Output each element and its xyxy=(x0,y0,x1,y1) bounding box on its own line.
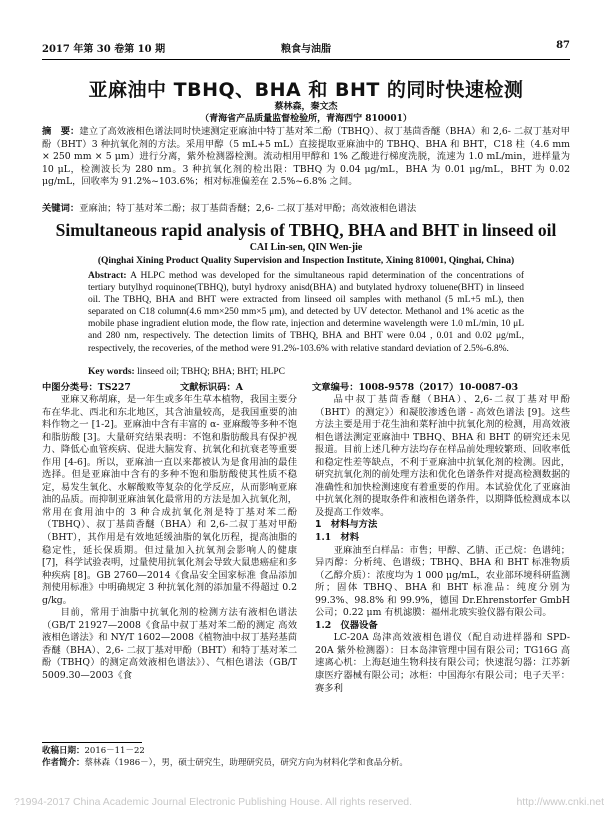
watermark-copyright: ?1994-2017 China Academic Journal Electronic Publishing House. All rights reserved. xyxy=(14,796,413,808)
watermark-url: http://www.cnki.net xyxy=(516,796,604,808)
received-value: 2016－11－22 xyxy=(84,746,145,756)
instruments-paragraph: LC-20A 岛津高效液相色谱仪（配自动进样器和 SPD-20A 紫外检测器）：日本岛津管理中国有限公司；TG16G 高速离心机：上海赵迪生物科技有限公司；快速混匀器：江苏新康医疗器械有限公司；冰柜：中国海尔有限公司；电子天平：赛多利 xyxy=(315,632,570,694)
keywords-en-text: linseed oil; TBHQ; BHA; BHT; HLPC xyxy=(134,367,285,377)
article-id-value: 1008-9578（2017）10-0087-03 xyxy=(358,382,519,393)
footnote xyxy=(42,745,570,769)
classification-line xyxy=(42,379,570,393)
affiliation-cn: （青海省产品质量监督检验所，青海西宁 810001） xyxy=(200,114,412,124)
intro-paragraph-1: 亚麻又称胡麻，是一年生或多年生草本植物，我国主要分布在华北、西北和东北地区，其含油量较高，是我国重要的油料作物之一 [1-2]。亚麻油中含有丰富的 α- 亚麻酸等多种不饱和脂肪酸 [3]。大量研究结果表明：不饱和脂肪酸具有保护视力、降低心血管疾病、促进大脑发育、抗氧化和抗衰老等重要作用 [4-6]。所以，亚麻油一直以来都被认为是食用油的最佳选择。但是亚麻油中含有的多种不饱和脂肪酸使其性质不稳定，易发生氧化、水解酸败等复杂的化学反应，从而影响亚麻油的品质。而抑制亚麻油氧化最常用的方法是加入抗氧化剂，常用在食用油中的 3 种合成抗氧化剂是特丁基对苯二酚（TBHQ）、叔丁基茴香醚（BHA）和 2,6-二叔丁基对甲酚（BHT），其作用是有效地延缓油脂的氧化历程，提高油脂的稳定性，延长保质期。但过量加入抗氧剂会影响人的健康 [7]，科学试验表明，过量使用抗氧化剂会导致大鼠患癌症和多种疾病 [8]。GB 2760—2014《食品安全国家标准 食品添加剂使用标准》中明确规定 3 种抗氧化剂的添加量不得超过 0.2 g/kg。 xyxy=(42,394,297,606)
article-id-label: 文章编号： xyxy=(312,382,359,393)
footnote-rule xyxy=(42,742,142,743)
author-bio-text: 蔡林森（1986－），男，硕士研究生，助理研究员，研究方向为材料化学和食品分析。 xyxy=(84,758,408,768)
title-en: Simultaneous rapid analysis of TBHQ, BHA and BHT in linseed oil xyxy=(55,220,557,240)
cnki-watermark xyxy=(14,796,604,808)
clc-label: 中图分类号： xyxy=(42,382,98,393)
abstract-en-label: Abstract: xyxy=(88,271,127,281)
intro-paragraph-3: 品中叔丁基茴香醚（BHA）、2,6-二叔丁基对甲酚（BHT）的测定》）和凝胶渗透色谱 - 高效色谱法 [9]。这些方法主要是用于花生油和菜籽油中抗氧化剂的检测，用高效液相色谱法测定亚麻油中 TBHQ、BHA 和 BHT 的研究还未见报道。目前上述几种方法均存在样品前处理较繁琐、回收率低和稳定性差等缺点，不利于亚麻油中抗氧化剂的检测。因此，研究抗氧化剂的前处理方法和优化色谱条件对提高检测数据的准确性和加快检测速度有着重要的作用。本试验优化了亚麻油中抗氧化剂的提取条件和液相色谱条件，以期降低检测成本以及提高工作效率。 xyxy=(315,394,570,518)
authors-en: CAI Lin-sen, QIN Wen-jie xyxy=(249,242,363,253)
page-number: 87 xyxy=(556,40,570,51)
affiliation-en: (Qinghai Xining Product Quality Supervision and Inspection Institute, Xining 810001, Qinghai, China) xyxy=(97,256,515,266)
section-heading-1-2: 1.2 仪器设备 xyxy=(315,619,378,631)
title-cn: 亚麻油中 TBHQ、BHA 和 BHT 的同时快速检测 xyxy=(88,79,524,101)
journal-issue: 2017 年第 30 卷第 10 期 xyxy=(42,44,166,55)
received-label: 收稿日期： xyxy=(42,746,85,756)
keywords-cn-label: 关键词： xyxy=(42,203,80,214)
authors-cn: 蔡林森，秦文杰 xyxy=(274,102,338,112)
section-heading-1-1: 1.1 材料 xyxy=(315,532,360,544)
body-left-column xyxy=(42,394,297,740)
intro-paragraph-2: 目前，常用于油脂中抗氧化剂的检测方法有液相色谱法（GB/T 21927—2008《食品中叔丁基对苯二酚的测定 高效液相色谱法》和 NY/T 1602—2008《植物油中叔丁基羟基茴香醚（BHA）、2,6- 二叔丁基对甲酚（BHT）和特丁基对苯二酚（TBHQ）的测定高效液相色谱法》）、气相色谱法（GB/T 5009.30—2003《食 xyxy=(42,607,297,682)
keywords-cn xyxy=(42,203,570,216)
section-heading-1: 1 材料与方法 xyxy=(315,519,378,531)
abstract-en-text: A HLPC method was developed for the simultaneous rapid determination of the concentrations of tertiary butylhyd roquinone(TBHQ), butyl hydroxy anisd(BHA) and butylated hydroxy toluene(BHT) in linseed oil. The TBHQ, BHA and BHT were extracted from linseed oil samples with methanol (5 mL+5 mL), then separated on C18 column(4.6 mm×250 mm×5 μm), and detected by UV detector. Methanol and 1% acetic as the mobile phase ingradient elution mode, the flow rate, injection and determine wavelength were 1.0 mL/min, 10 μL and 280 nm, respectively. The detection limits of TBHQ, BHA and BHT were 0.04 , 0.01 and 0.02 μg/mL, respectively, the recoveries, of the method were 91.2%-103.6% with relative standard deviation of 2.5%-6.8%. xyxy=(88,271,524,354)
abstract-cn-label: 摘 要： xyxy=(42,126,80,137)
body-right-column xyxy=(315,394,570,740)
keywords-en xyxy=(88,366,524,378)
abstract-en xyxy=(88,270,524,355)
doc-code-value: A xyxy=(235,382,244,393)
journal-name: 粮食与油脂 xyxy=(281,44,331,55)
materials-paragraph: 亚麻油至白样品：市售；甲醇、乙腈、正己烷：色谱纯；异丙醇：分析纯、色谱级；TBHQ、BHA 和 BHT 标准物质（乙醇介质）：浓度均为 1 000 μg/mL，农业部环境科研监测所；固体 TBHQ、BHA 和 BHT 标准品：纯度分别为 99.3%、98.8% 和 99.9%，德国 Dr.Ehrenstorfer GmbH 公司；0.22 μm 有机滤膜：福州北玻实验仪器有限公司。 xyxy=(315,544,570,619)
abstract-cn-text: 建立了高效液相色谱法同时快速测定亚麻油中特丁基对苯二酚（TBHQ）、叔丁基茴香醚（BHA）和 2,6- 二叔丁基对甲酚（BHT）3 种抗氧化剂的方法。采用甲醇（5 mL+5 mL）直接提取亚麻油中的 TBHQ、BHA 和 BHT，C18 柱（4.6 mm × 250 mm × 5 μm）进行分离，紫外检测器检测。流动相用甲醇和 1% 乙酸进行梯度洗脱，流速为 1.0 mL/min，进样量为 10 μL，检测波长为 280 nm。3 种抗氧化剂的检出限：TBHQ 为 0.04 μg/mL，BHA 为 0.01 μg/mL，BHT 为 0.02 μg/mL，回收率为 91.2%~103.6%；相对标准偏差在 2.5%~6.8% 之间。 xyxy=(42,126,570,188)
clc-value: TS227 xyxy=(97,382,131,393)
author-bio-label: 作者简介： xyxy=(42,758,85,768)
received-date xyxy=(42,745,570,757)
keywords-cn-text: 亚麻油；特丁基对苯二酚；叔丁基茴香醚；2,6- 二叔丁基对甲酚；高效液相色谱法 xyxy=(79,203,417,214)
author-bio xyxy=(42,757,570,769)
doc-code-label: 文献标识码： xyxy=(180,382,236,393)
abstract-cn xyxy=(42,126,570,189)
header-rule xyxy=(42,59,570,60)
running-header xyxy=(42,40,570,56)
keywords-en-label: Key words: xyxy=(88,367,135,377)
